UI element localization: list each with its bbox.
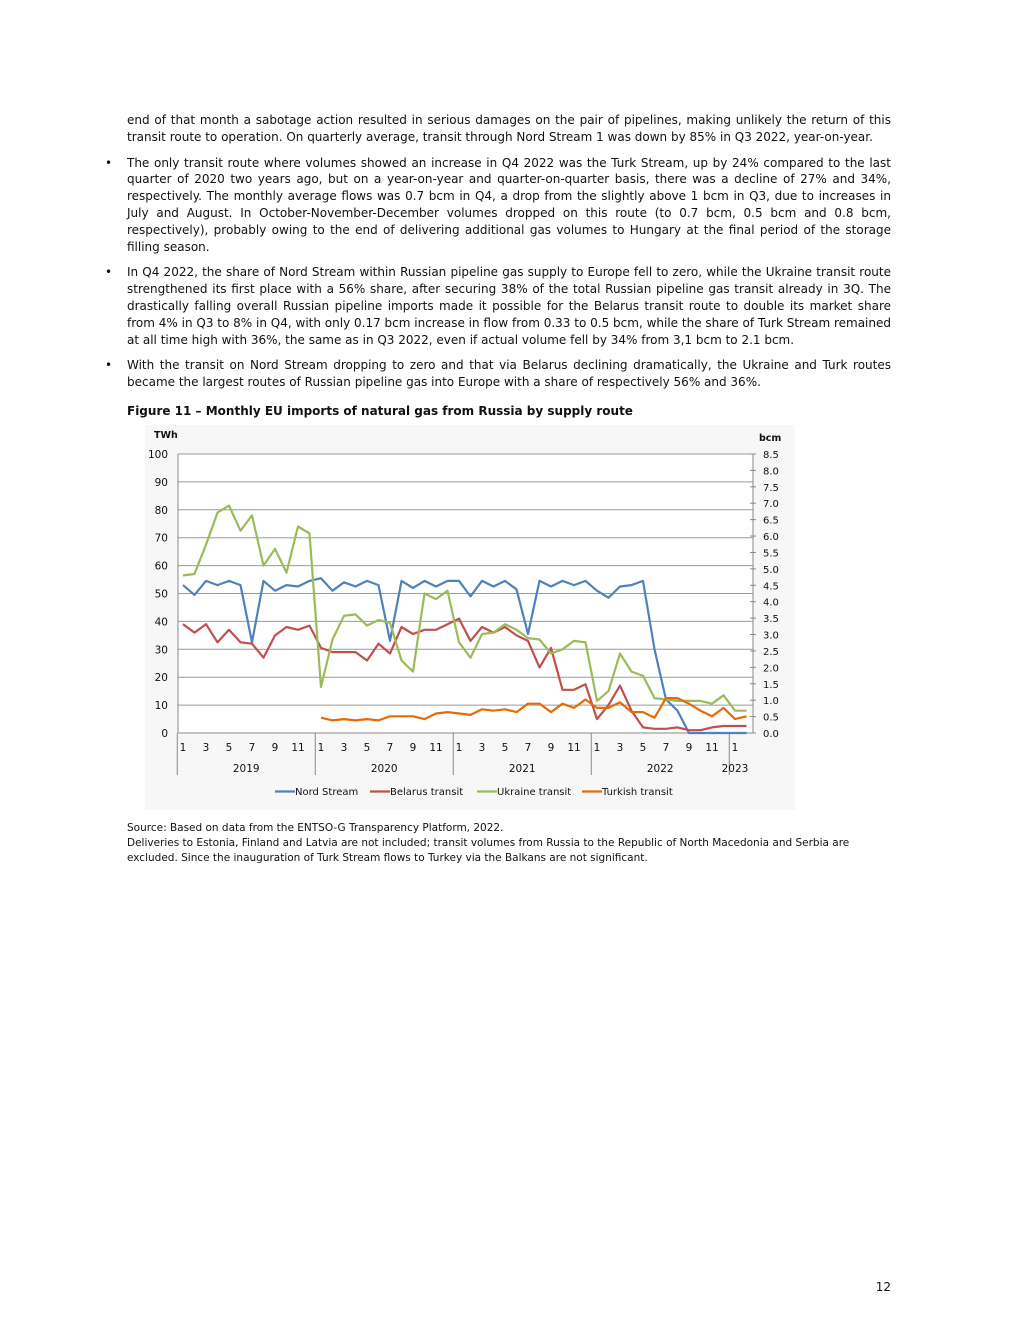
figure-title: Figure 11 – Monthly EU imports of natural gas from Russia by supply route <box>127 404 633 418</box>
y2-tick-label: 6.0 <box>763 532 779 544</box>
y-tick-label: 60 <box>154 560 168 573</box>
y2-tick-label: 6.5 <box>763 515 779 527</box>
y-tick-label: 40 <box>154 616 168 629</box>
body-text <box>105 112 891 400</box>
year-label: 2020 <box>370 763 398 775</box>
y2-tick-label: 8.0 <box>763 466 779 478</box>
legend-label: Nord Stream <box>295 787 359 798</box>
y-tick-label: 50 <box>154 588 168 601</box>
x-tick-label: 7 <box>386 742 394 754</box>
x-tick-label: 9 <box>409 742 417 754</box>
bullet-text: The only transit route where volumes showed an increase in Q4 2022 was the Turk Stream, up by 24% compared to the last quarter of 2020 two years ago, but on a year-on-year and quarter-on-quarter basis, there was a decline of 27% and 34%, respectively. The monthly average flows was 0.7 bcm in Q4, a drop from the slightly above 1 bcm in Q3, due to increases in July and August. In October-November-December volumes dropped on this route (to 0.7 bcm, 0.5 bcm and 0.8 bcm, respectively), probably owing to the end of delivering additional gas volumes to Hungary at the final period of the storage filling season. <box>127 155 891 254</box>
x-tick-label: 7 <box>662 742 670 754</box>
bullet-symbol: • <box>105 265 113 280</box>
y2-tick-label: 5.0 <box>763 564 779 576</box>
x-tick-label: 5 <box>639 742 647 754</box>
x-tick-label: 1 <box>731 742 739 754</box>
y2-tick-label: 3.0 <box>763 630 779 642</box>
x-tick-label: 5 <box>225 742 233 754</box>
x-tick-label: 9 <box>685 742 693 754</box>
y2-tick-label: 8.5 <box>763 450 779 461</box>
legend-label: Belarus transit <box>390 787 464 798</box>
figure-source: Source: Based on data from the ENTSO-G Transparency Platform, 2022. <box>127 822 504 834</box>
x-tick-label: 3 <box>202 742 210 754</box>
legend-label: Ukraine transit <box>497 787 572 798</box>
x-tick-label: 11 <box>429 742 443 754</box>
x-tick-label: 11 <box>705 742 719 754</box>
y2-tick-label: 5.5 <box>763 548 779 560</box>
y2-tick-label: 2.0 <box>763 663 779 675</box>
x-tick-label: 7 <box>524 742 532 754</box>
bullet-item <box>105 155 891 256</box>
x-tick-label: 1 <box>455 742 463 754</box>
page-number: 12 <box>875 1280 891 1294</box>
x-tick-label: 9 <box>547 742 555 754</box>
y2-tick-label: 7.5 <box>763 482 779 494</box>
figure-note: Deliveries to Estonia, Finland and Latvia are not included; transit volumes from Russia to the Republic of North Macedonia and Serbia are excluded. Since the inauguration of Turk Stream flows to Turkey via the Balkans are not significant. <box>127 837 850 864</box>
x-tick-label: 1 <box>593 742 601 754</box>
x-tick-label: 7 <box>248 742 256 754</box>
y2-tick-label: 2.5 <box>763 646 779 658</box>
legend-label: Turkish transit <box>602 787 673 798</box>
y-tick-label: 30 <box>154 644 168 657</box>
bullet-text: With the transit on Nord Stream dropping to zero and that via Belarus declining dramatically, the Ukraine and Turk routes became the largest routes of Russian pipeline gas into Europe with a share of respectively 56% and 36%. <box>127 358 891 390</box>
bullet-item <box>105 357 891 391</box>
x-tick-label: 1 <box>179 742 187 754</box>
y-tick-label: 90 <box>154 476 168 489</box>
x-tick-label: 11 <box>567 742 581 754</box>
y-tick-label: 80 <box>154 504 168 517</box>
y-tick-label: 0 <box>161 728 168 740</box>
year-label: 2023 <box>721 763 749 775</box>
y2-tick-label: 1.0 <box>763 696 779 708</box>
x-tick-label: 1 <box>317 742 325 754</box>
year-label: 2021 <box>508 763 536 775</box>
y2-tick-label: 4.5 <box>763 581 779 593</box>
y2-tick-label: 1.5 <box>763 679 779 691</box>
y-tick-label: 100 <box>147 449 168 461</box>
chart-container <box>145 425 795 810</box>
bullet-item <box>105 264 891 348</box>
y2-tick-label: 3.5 <box>763 614 779 626</box>
y2-axis-unit: bcm <box>759 433 782 444</box>
paragraph-continuation: end of that month a sabotage action resulted in serious damages on the pair of pipelines, making unlikely the return of this transit route to operation. On quarterly average, transit through Nord Stream 1 was down by 85% in Q3 2022, year-on-year. <box>127 113 891 144</box>
y2-tick-label: 0.0 <box>763 729 779 740</box>
x-tick-label: 5 <box>501 742 509 754</box>
y-tick-label: 70 <box>154 532 168 545</box>
figure-notes <box>127 821 891 866</box>
bullet-text: In Q4 2022, the share of Nord Stream within Russian pipeline gas supply to Europe fell to zero, while the Ukraine transit route strengthened its first place with a 56% share, after securing 38% of the total Russian pipeline gas transit already in 3Q. The drastically falling overall Russian pipeline imports made it possible for the Belarus transit route to double its market share from 4% in Q3 to 8% in Q4, with only 0.17 bcm increase in flow from 0.33 to 0.5 bcm, while the share of Turk Stream remained at all time high with 36%, the same as in Q3 2022, even if actual volume fell by 34% from 3,1 bcm to 2.1 bcm. <box>127 265 891 347</box>
x-tick-label: 5 <box>363 742 371 754</box>
x-tick-label: 3 <box>478 742 486 754</box>
y-tick-label: 10 <box>154 700 168 713</box>
bullet-symbol: • <box>105 358 113 373</box>
year-label: 2019 <box>232 763 260 775</box>
x-tick-label: 3 <box>340 742 348 754</box>
line-chart <box>145 425 795 810</box>
x-tick-label: 3 <box>616 742 624 754</box>
x-tick-label: 11 <box>291 742 305 754</box>
y2-tick-label: 7.0 <box>763 499 779 511</box>
y2-tick-label: 0.5 <box>763 712 779 724</box>
y2-tick-label: 4.0 <box>763 597 779 609</box>
year-label: 2022 <box>646 763 674 775</box>
x-tick-label: 9 <box>271 742 279 754</box>
y-tick-label: 20 <box>154 672 168 685</box>
bullet-symbol: • <box>105 155 113 170</box>
bullet-list <box>105 155 891 391</box>
y-axis-unit: TWh <box>154 430 178 441</box>
